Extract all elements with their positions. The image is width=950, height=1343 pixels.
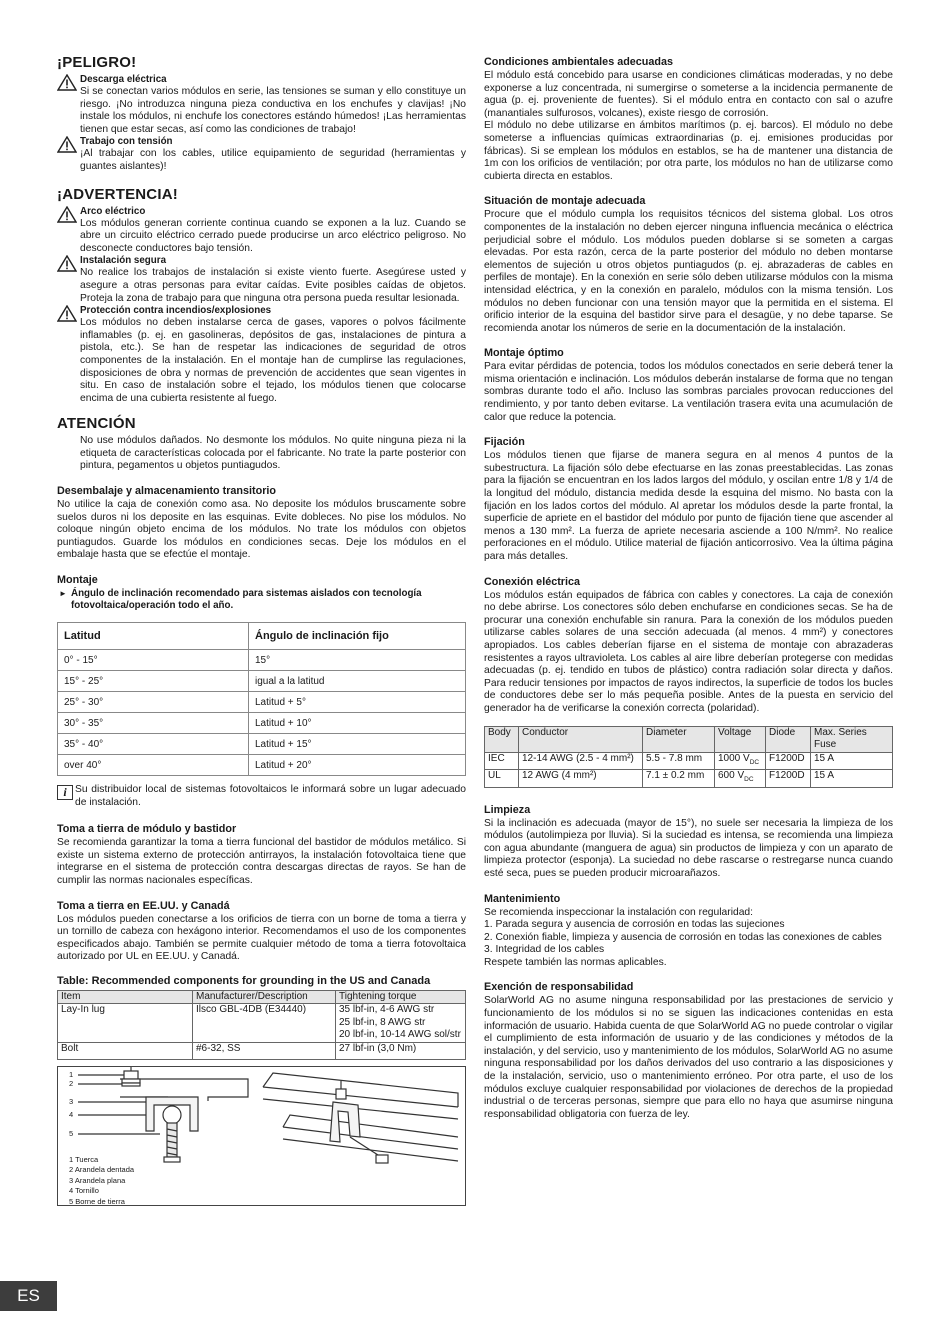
callout-number: 2 (69, 1078, 74, 1088)
warning-text: No realice los trabajos de instalación si existe viento fuerte. Asegúrese usted y asegure a otras personas para evitar caídas. Evite posibles caídas de objetos. Proteja la zona de trabajo para que ninguna otra persona pueda resultar lesionada. (80, 267, 466, 304)
table-row (58, 755, 466, 776)
table-cell: Lay-In lug (58, 1004, 193, 1043)
table-cell: Bolt (58, 1042, 193, 1059)
list-item: 1. Parada segura y ausencia de corrosión en todas las sujeciones (484, 919, 785, 931)
table-row (485, 752, 893, 770)
warning-text: Los módulos generan corriente continua cuando se exponen a la luz. Cuando se abre un circuito eléctrico cerrado puede producirse un arco eléctrico peligroso. No desconecte conductores bajo tensión. (80, 217, 466, 254)
situacion-heading: Situación de montaje adecuada (484, 195, 646, 208)
table-header: Body (485, 726, 519, 752)
table-row (58, 692, 466, 713)
table-header-row (58, 623, 466, 650)
table-cell: UL (485, 770, 519, 788)
table-cell: over 40° (58, 755, 249, 776)
table-header: Ángulo de inclinación fijo (249, 623, 466, 650)
warning-triangle-icon (57, 305, 77, 322)
table-cell: 0° - 15° (58, 650, 249, 671)
info-icon: i (57, 785, 73, 800)
right-column (484, 54, 893, 1121)
table-row (58, 713, 466, 734)
warning-title: Instalación segura (80, 255, 167, 267)
voltage-subscript: DC (744, 776, 754, 784)
legend-item: 4 Tornillo (69, 1186, 99, 1196)
condiciones-text-1: El módulo está concebido para usarse en condiciones climáticas moderadas, y no debe exponerse a luz concentrada, ni sumergirse o someterse a la incidencia permanente de agua (p. ej. proveniente de fuentes). Si el módulo entra en contacto con sal o azufre (manantiales sulfurosos, volcanes), existe riesgo de corrosión. (484, 70, 893, 119)
list-item: 3. Integridad de los cables (484, 944, 605, 956)
warning-title: Protección contra incendios/explosiones (80, 305, 272, 317)
table-header: Voltage (715, 726, 766, 752)
montaje-bullet-text: Ángulo de inclinación recomendado para sistemas aislados con tecnología fotovoltaica/operación todo el año. (71, 588, 422, 612)
table-cell: Latitud + 20° (249, 755, 466, 776)
table-cell: 15° - 25° (58, 671, 249, 692)
warning-title: Descarga eléctrica (80, 74, 167, 85)
table-cell: igual a la latitud (249, 671, 466, 692)
callout-number: 4 (69, 1109, 74, 1119)
table-cell: Latitud + 15° (249, 734, 466, 755)
warning-block-descarga (57, 74, 466, 136)
table-row (58, 671, 466, 692)
warning-text: ¡Al trabajar con los cables, utilice equipamiento de seguridad (herramientas y guantes aislantes)! (80, 148, 466, 172)
table-cell: 15 A (811, 752, 893, 770)
info-text: Su distribuidor local de sistemas fotovoltaicos le informará sobre un lugar adecuado de instalación. (75, 784, 466, 808)
triangle-bullet-icon: ► (59, 589, 67, 599)
table-cell: 12-14 AWG (2.5 - 4 mm²) (519, 752, 643, 770)
toma-tierra-us-heading: Toma a tierra en EE.UU. y Canadá (57, 899, 230, 912)
table-row (58, 734, 466, 755)
warning-triangle-icon (57, 74, 77, 91)
desembalaje-heading: Desembalaje y almacenamiento transitorio (57, 485, 277, 498)
exencion-text: SolarWorld AG no asume ninguna responsabilidad por las prestaciones de servicio y funcionamiento de los módulos si no se siguen las indicaciones contenidas en esta información de usuario. Habida cuenta de que SolarWorld AG no puede controlar o vigilar el cumplimiento de esta información de usuario y de las condiciones y métodos de la instalación, y del servicio, uso y mantenimiento de los módulos, SolarWorld AG no asume ninguna responsabilidad por los daños derivados del uso contrario a las disposiciones y de la instalación, servicio, uso o mantenimiento erróneo. Por otra parte, el uso de los módulos excluye cualquier responsabilidad por violaciones de derechos de la propiedad industrial o de terceras personas, siempre que para ello no haya que asumirse ninguna responsabilidad obligatoria con fuerza de ley. (484, 995, 893, 1120)
table-cell: #6-32, SS (193, 1042, 336, 1059)
desembalaje-text: No utilice la caja de conexión como asa. No deposite los módulos bruscamente sobre suelos duros ni los deposite en las esquinas. Evite dobleces. No pise los módulos. No coloque ningún objeto encima de los módulos. No trate los módulos con objetos puntiagudos. Guarde los módulos en condiciones secas. Deje los módulos en el embalaje hasta que se efectúe el montaje. (57, 499, 466, 561)
table-header: Max. Series Fuse (811, 726, 893, 752)
table-cell: 30° - 35° (58, 713, 249, 734)
montaje-bullet (57, 588, 466, 612)
table-row (58, 1042, 466, 1059)
table-row (58, 650, 466, 671)
table-header: Conductor (519, 726, 643, 752)
callout-number: 1 (69, 1069, 74, 1079)
grounding-figure (57, 1066, 466, 1206)
montaje-optimo-heading: Montaje óptimo (484, 347, 564, 360)
toma-tierra-heading: Toma a tierra de módulo y bastidor (57, 823, 237, 836)
language-tab: ES (0, 1281, 57, 1311)
left-column (57, 54, 466, 1206)
table-header: Latitud (58, 623, 249, 650)
fijacion-heading: Fijación (484, 436, 525, 449)
conexion-heading: Conexión eléctrica (484, 575, 581, 588)
table-header: Diameter (643, 726, 715, 752)
table-cell (336, 1004, 466, 1043)
torque-line: 20 lbf-in, 10-14 AWG sol/str (339, 1029, 461, 1041)
tilt-angle-table (57, 622, 466, 776)
cable-spec-table (484, 726, 893, 788)
table-cell (715, 770, 766, 788)
list-item: 2. Conexión fiable, limpieza y ausencia de corrosión en todas las conexiones de cables (484, 931, 882, 943)
warning-title: Arco eléctrico (80, 205, 146, 217)
table-cell: 5.5 - 7.8 mm (643, 752, 715, 770)
atencion-text: No use módulos dañados. No desmonte los módulos. No quite ninguna pieza ni la etiqueta de características colocada por el fabricante. No trate la parte posterior con pintura, pegamentos u objetos puntiagudos. (80, 435, 466, 472)
grounding-table (57, 990, 466, 1060)
legend-item: 2 Arandela dentada (69, 1165, 135, 1175)
table-row (485, 770, 893, 788)
warning-title: Trabajo con tensión (80, 136, 173, 148)
condiciones-heading: Condiciones ambientales adecuadas (484, 56, 674, 68)
table-cell: Latitud + 10° (249, 713, 466, 734)
table-cell: 15° (249, 650, 466, 671)
situacion-text: Procure que el módulo cumpla los requisitos técnicos del sistema global. Los otros componentes de la instalación no deben ejercer ninguna influencia mecánica o eléctrica perjudicial sobre el módulo. Los módulos pueden doblarse si se someten a cargas elevadas. Por esta razón, cerca de la parte posterior del módulo no deben montarse elementos de sujeción u otros objetos puntiagudos (p. ej. abrazaderas de cables en perfiles de montaje). En la conexión en serie sólo deben utilizarse módulos con la misma intensidad eléctrica, y en la conexión en paralelo, módulos con la misma tensión. Los módulos no deben funcionar con una tensión mayor que la permitida en el sistema. El orificio interior de la esquina del bastidor sirve para el desagüe, y no debe taparse. Se recomienda anotar los números de serie en la documentación de la instalación. (484, 209, 893, 334)
table-cell: 15 A (811, 770, 893, 788)
condiciones-text-2: El módulo no debe utilizarse en ámbitos marítimos (p. ej. barcos). El módulo no debe someterse a influencias químicas extraordinarias (p. ej. emisiones producidas por fábricas). Si se emplean los módulos en establos, se ha de mantener una distancia de 1m con los orificios de ventilación; por otra parte, los módulos no han de utilizarse como cubierta directa en establos. (484, 120, 893, 182)
table-cell: IEC (485, 752, 519, 770)
conexion-text: Los módulos están equipados de fábrica con cables y conectores. La caja de conexión no debe abrirse. Los conectores sólo deben enchufarse en condiciones secas. Se ha de procurar una conexión enchufable sin ranura. Para la conexión de los módulos pueden utilizarse cables solares de una sección adecuada (al menos. 4 mm²) y conectores apropiados. Los cables deberían fijarse en el sistema de montaje con abrazaderas resistentes a rayos ultravioleta. Los cables al aire libre deberían protegerse con medidas adecuadas (p. ej. tendido en tubos de plástico) contra radiación solar directa y daños. Para reducir tensiones por impactos de rayos indirectos, la superficie de todos los bucles de conductores debe ser lo más pequeña posible. Antes de la puesta en servicio del generador ha de verificarse la conexión correcta (polaridad). (484, 589, 893, 714)
warning-block-tension (57, 136, 466, 173)
warning-block-incendios (57, 305, 466, 405)
advertencia-title: ¡ADVERTENCIA! (57, 185, 178, 203)
table-cell: 35° - 40° (58, 734, 249, 755)
table-row (58, 1004, 466, 1043)
torque-line: 35 lbf-in, 4-6 AWG str (339, 1004, 435, 1016)
torque-line: 25 lbf-in, 8 AWG str (339, 1016, 426, 1028)
info-note (57, 784, 466, 809)
table-cell (715, 752, 766, 770)
legend-item: 5 Borne de tierra (69, 1196, 125, 1206)
limpieza-heading: Limpieza (484, 803, 531, 816)
limpieza-text: Si la inclinación es adecuada (mayor de 15°), no suele ser necesaria la limpieza de los módulos (autolimpieza por lluvia). Si la suciedad es intensa, se recomienda una limpieza con agua abundante (manguera de agua) sin productos de limpieza y con un aparato de limpieza protector (esponja). La suciedad no debe rascarse o restregarse nunca cuando esté seca, pues se pueden producir microarañazos. (484, 817, 893, 879)
fijacion-text: Los módulos tienen que fijarse de manera segura en al menos 4 puntos de la subestructura. La fijación sólo debe efectuarse en las zonas preestablecidas. Las zonas para la fijación se encuentran en los lados largos del módulo, y oscilan entre 1/8 y 1/4 de la longitud del módulo, distancia medida desde la esquina del mismo. No basta con la fijación en los lados cortos del módulo. Al apretar los módulos desde la parte frontal, la superficie de apriete en el bastidor del módulo por punto de fijación tiene que ascender al menos a 130 mm². La fuerza de apriete necesaria asciende a 100 N/mm². No realice perforaciones en el módulo. Utilice material de fijación anticorrosivo. Vea la última página para más detalles. (484, 450, 893, 562)
table-cell: Ilsco GBL-4DB (E34440) (193, 1004, 336, 1043)
mantenimiento-intro: Se recomienda inspeccionar la instalación con regularidad: (484, 906, 754, 918)
voltage-subscript: DC (749, 758, 760, 766)
montaje-heading: Montaje (57, 574, 98, 587)
voltage-value: 600 V (718, 770, 745, 782)
mantenimiento-list (484, 919, 893, 957)
warning-triangle-icon (57, 206, 77, 223)
mantenimiento-outro: Respete también las normas aplicables. (484, 956, 667, 968)
table-header-row (58, 990, 466, 1004)
table-header: Tightening torque (336, 990, 466, 1004)
table-cell: 25° - 30° (58, 692, 249, 713)
table-cell: 12 AWG (4 mm²) (519, 770, 643, 788)
warning-triangle-icon (57, 136, 77, 153)
warning-block-arco (57, 206, 466, 256)
table-header: Diode (766, 726, 811, 752)
toma-tierra-us-text: Los módulos pueden conectarse a los orificios de tierra con un borne de toma a tierra y un tornillo de cabeza con hexágono interior. Recomendamos el uso de los componentes especificados abajo. También se permite cualquier método de toma a tierra fotovoltaica autorizado por UL en EE.UU. y Canadá. (57, 913, 466, 963)
mantenimiento-heading: Mantenimiento (484, 892, 561, 905)
grounding-table-title: Table: Recommended components for grounding in the US and Canada (57, 974, 431, 987)
warning-text: Si se conectan varios módulos en serie, las tensiones se suman y ello constituye un riesgo. ¡No introduzca ninguna pieza conductiva en los enchufes y clavijas! ¡No instale los módulos, ni enchufe los conectores estándo húmedos! ¡Las herramientas tienen que estar secas, así como las condiciones de trabajo! (80, 86, 466, 135)
exencion-heading: Exención de responsabilidad (484, 981, 634, 994)
figure-legend (69, 1155, 134, 1207)
table-cell: F1200D (766, 770, 811, 788)
montaje-optimo-text: Para evitar pérdidas de potencia, todos los módulos conectados en serie deberá tener la misma orientación e inclinación. Los módulos deberán instalarse de forma que no tengan sombras durante todo el año. Incluso las sombras parciales provocan reducciones del rendimiento, y por tanto deben evitarse. La ventilación trasera evita una acumulación de calor que reduce la potencia. (484, 361, 893, 423)
table-cell: F1200D (766, 752, 811, 770)
table-header: Item (58, 990, 193, 1004)
callout-number: 3 (69, 1096, 74, 1106)
table-header-row (485, 726, 893, 752)
table-cell: Latitud + 5° (249, 692, 466, 713)
legend-item: 1 Tuerca (69, 1154, 99, 1164)
warning-triangle-icon (57, 255, 77, 272)
toma-tierra-text: Se recomienda garantizar la toma a tierra funcional del bastidor de módulos metálico. Si existe un sistema externo de protección antirrayos, la instalación fotovoltaica tiene que integrarse en el sistema de protección contra descargas directas de rayos. Se han de cumplir las normas nacionales específicas. (57, 837, 466, 886)
warning-text: Los módulos no deben instalarse cerca de gases, vapores o polvos fácilmente inflamables (p. ej. en gasolineras, depósitos de gas, instalaciones de pintura a pistola, etc.). Se han de respetar las indicaciones de seguridad de otros componentes de la instalación. En el montaje han de cumplirse las regulaciones, disposiciones de obra y normas de prevención de accidentes que sean vigentes in situ. En caso de instalación sobre el tejado, los módulos tienen que colocarse encima de una cubierta resistente al fuego. (80, 317, 466, 404)
warning-block-instalacion (57, 255, 466, 305)
table-cell: 7.1 ± 0.2 mm (643, 770, 715, 788)
peligro-title: ¡PELIGRO! (57, 54, 137, 71)
atencion-title: ATENCIÓN (57, 415, 136, 433)
table-cell: 27 lbf-in (3,0 Nm) (336, 1042, 466, 1059)
callout-number: 5 (69, 1128, 74, 1138)
legend-item: 3 Arandela plana (69, 1175, 126, 1185)
voltage-value: 1000 V (718, 752, 750, 764)
table-header: Manufacturer/Description (193, 990, 336, 1004)
